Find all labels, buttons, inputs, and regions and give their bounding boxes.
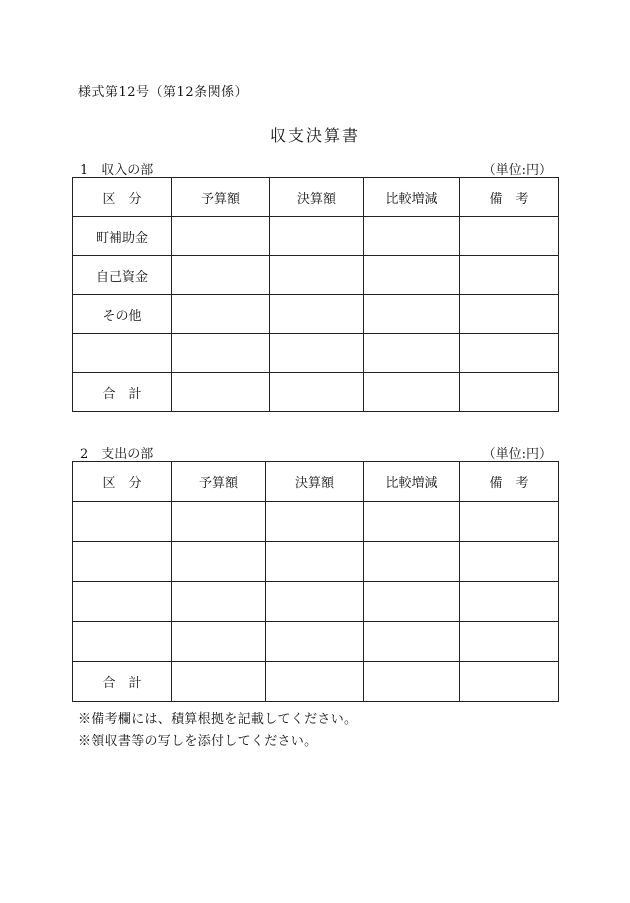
settlement-cell[interactable] xyxy=(266,582,364,622)
income-header-difference: 比較増減 xyxy=(364,178,460,217)
settlement-cell[interactable] xyxy=(270,334,364,373)
budget-cell[interactable] xyxy=(172,582,266,622)
settlement-cell[interactable] xyxy=(266,542,364,582)
income-section-title: 1 収入の部 xyxy=(80,163,154,178)
budget-cell[interactable] xyxy=(172,295,270,334)
difference-cell[interactable] xyxy=(364,373,460,412)
income-header-settlement: 決算額 xyxy=(270,178,364,217)
difference-cell[interactable] xyxy=(364,334,460,373)
income-table xyxy=(72,177,559,412)
remarks-cell[interactable] xyxy=(460,502,559,542)
income-total-label: 合 計 xyxy=(73,373,172,412)
budget-cell[interactable] xyxy=(172,373,270,412)
remarks-cell[interactable] xyxy=(460,217,559,256)
remarks-cell[interactable] xyxy=(460,622,559,662)
expense-total-row xyxy=(73,662,559,702)
note-receipts: ※領収書等の写しを添付してください。 xyxy=(78,734,318,749)
income-header-budget: 予算額 xyxy=(172,178,270,217)
income-row-label: その他 xyxy=(73,295,172,334)
settlement-cell[interactable] xyxy=(270,373,364,412)
table-row xyxy=(73,502,559,542)
form-number: 様式第12号（第12条関係） xyxy=(78,85,249,100)
income-header-remarks: 備 考 xyxy=(460,178,559,217)
income-row-label: 町補助金 xyxy=(73,217,172,256)
remarks-cell[interactable] xyxy=(460,373,559,412)
difference-cell[interactable] xyxy=(364,622,460,662)
budget-cell[interactable] xyxy=(172,256,270,295)
difference-cell[interactable] xyxy=(364,256,460,295)
difference-cell[interactable] xyxy=(364,217,460,256)
difference-cell[interactable] xyxy=(364,542,460,582)
expense-header-difference: 比較増減 xyxy=(364,462,460,502)
income-header-row xyxy=(73,178,559,217)
remarks-cell[interactable] xyxy=(460,662,559,702)
expense-header-remarks: 備 考 xyxy=(460,462,559,502)
expense-category-cell[interactable] xyxy=(73,502,172,542)
expense-category-cell[interactable] xyxy=(73,582,172,622)
expense-header-row xyxy=(73,462,559,502)
expense-total-label: 合 計 xyxy=(73,662,172,702)
expense-header-settlement: 決算額 xyxy=(266,462,364,502)
note-remarks: ※備考欄には、積算根拠を記載してください。 xyxy=(78,712,358,727)
settlement-cell[interactable] xyxy=(266,622,364,662)
expense-header-category: 区 分 xyxy=(73,462,172,502)
table-row xyxy=(73,256,559,295)
table-row xyxy=(73,334,559,373)
income-row-label: 自己資金 xyxy=(73,256,172,295)
difference-cell[interactable] xyxy=(364,295,460,334)
difference-cell[interactable] xyxy=(364,502,460,542)
remarks-cell[interactable] xyxy=(460,295,559,334)
income-total-row xyxy=(73,373,559,412)
remarks-cell[interactable] xyxy=(460,542,559,582)
table-row xyxy=(73,295,559,334)
difference-cell[interactable] xyxy=(364,582,460,622)
table-row xyxy=(73,622,559,662)
expense-table xyxy=(72,461,559,702)
expense-section-title: 2 支出の部 xyxy=(80,447,154,462)
expense-unit-label: （単位:円） xyxy=(482,447,552,462)
table-row xyxy=(73,217,559,256)
remarks-cell[interactable] xyxy=(460,256,559,295)
budget-cell[interactable] xyxy=(172,542,266,582)
settlement-cell[interactable] xyxy=(270,256,364,295)
income-row-label[interactable] xyxy=(73,334,172,373)
income-header-category: 区 分 xyxy=(73,178,172,217)
settlement-cell[interactable] xyxy=(270,295,364,334)
budget-cell[interactable] xyxy=(172,502,266,542)
expense-category-cell[interactable] xyxy=(73,622,172,662)
remarks-cell[interactable] xyxy=(460,582,559,622)
budget-cell[interactable] xyxy=(172,217,270,256)
expense-header-budget: 予算額 xyxy=(172,462,266,502)
settlement-cell[interactable] xyxy=(266,662,364,702)
expense-category-cell[interactable] xyxy=(73,542,172,582)
settlement-cell[interactable] xyxy=(270,217,364,256)
settlement-cell[interactable] xyxy=(266,502,364,542)
table-row xyxy=(73,582,559,622)
budget-cell[interactable] xyxy=(172,662,266,702)
difference-cell[interactable] xyxy=(364,662,460,702)
budget-cell[interactable] xyxy=(172,622,266,662)
document-title: 収支決算書 xyxy=(269,126,360,145)
income-unit-label: （単位:円） xyxy=(482,163,552,178)
remarks-cell[interactable] xyxy=(460,334,559,373)
table-row xyxy=(73,542,559,582)
budget-cell[interactable] xyxy=(172,334,270,373)
